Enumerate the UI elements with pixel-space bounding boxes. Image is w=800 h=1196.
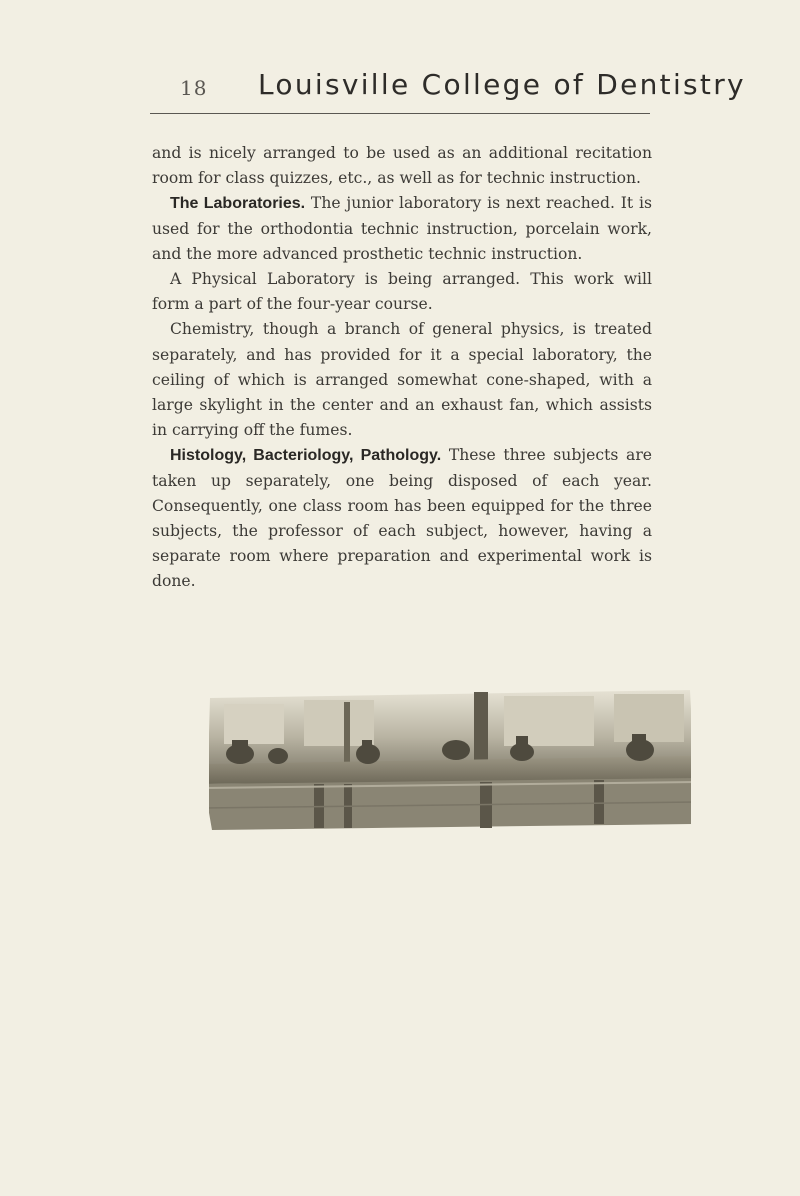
laboratory-photo-image bbox=[204, 684, 696, 836]
paragraph bbox=[152, 267, 652, 317]
section-heading: Histology, Bacteriology, Pathology. bbox=[170, 447, 442, 465]
body-text bbox=[152, 141, 652, 595]
paragraph bbox=[152, 141, 652, 191]
paragraph-text: A Physical Laboratory is being arranged. This work will form a part of the four-year course. bbox=[152, 270, 652, 314]
page-number: 18 bbox=[180, 76, 208, 100]
paragraph bbox=[152, 191, 652, 267]
paragraph bbox=[152, 317, 652, 443]
paragraph-text: and is nicely arranged to be used as an additional recitation room for class quizzes, etc., as well as for technic instruction. bbox=[152, 144, 652, 188]
running-title: Louisville College of Dentistry bbox=[258, 68, 746, 101]
paragraph-text: Chemistry, though a branch of general physics, is treated separately, and has provided for it a special laboratory, the ceiling of which is arranged somewhat cone-shaped, with a large skylight in the center and an exhaust fan, which assists in carrying off the fumes. bbox=[152, 320, 652, 440]
page-header bbox=[150, 68, 746, 108]
laboratory-photograph bbox=[204, 684, 696, 836]
section-heading: The Laboratories. bbox=[170, 195, 306, 213]
paragraph-text: The junior laboratory is next reached. It is used for the orthodontia technic instruction, porcelain work, and the more advanced prosthetic technic instruction. bbox=[152, 194, 652, 263]
paragraph-text: These three subjects are taken up separately, one being disposed of each year. Consequently, one class room has been equipped for the three subjects, the professor of each subject, however, having a separate room where preparation and experimental work is done. bbox=[152, 446, 652, 591]
paragraph bbox=[152, 443, 652, 594]
header-rule bbox=[150, 113, 650, 114]
